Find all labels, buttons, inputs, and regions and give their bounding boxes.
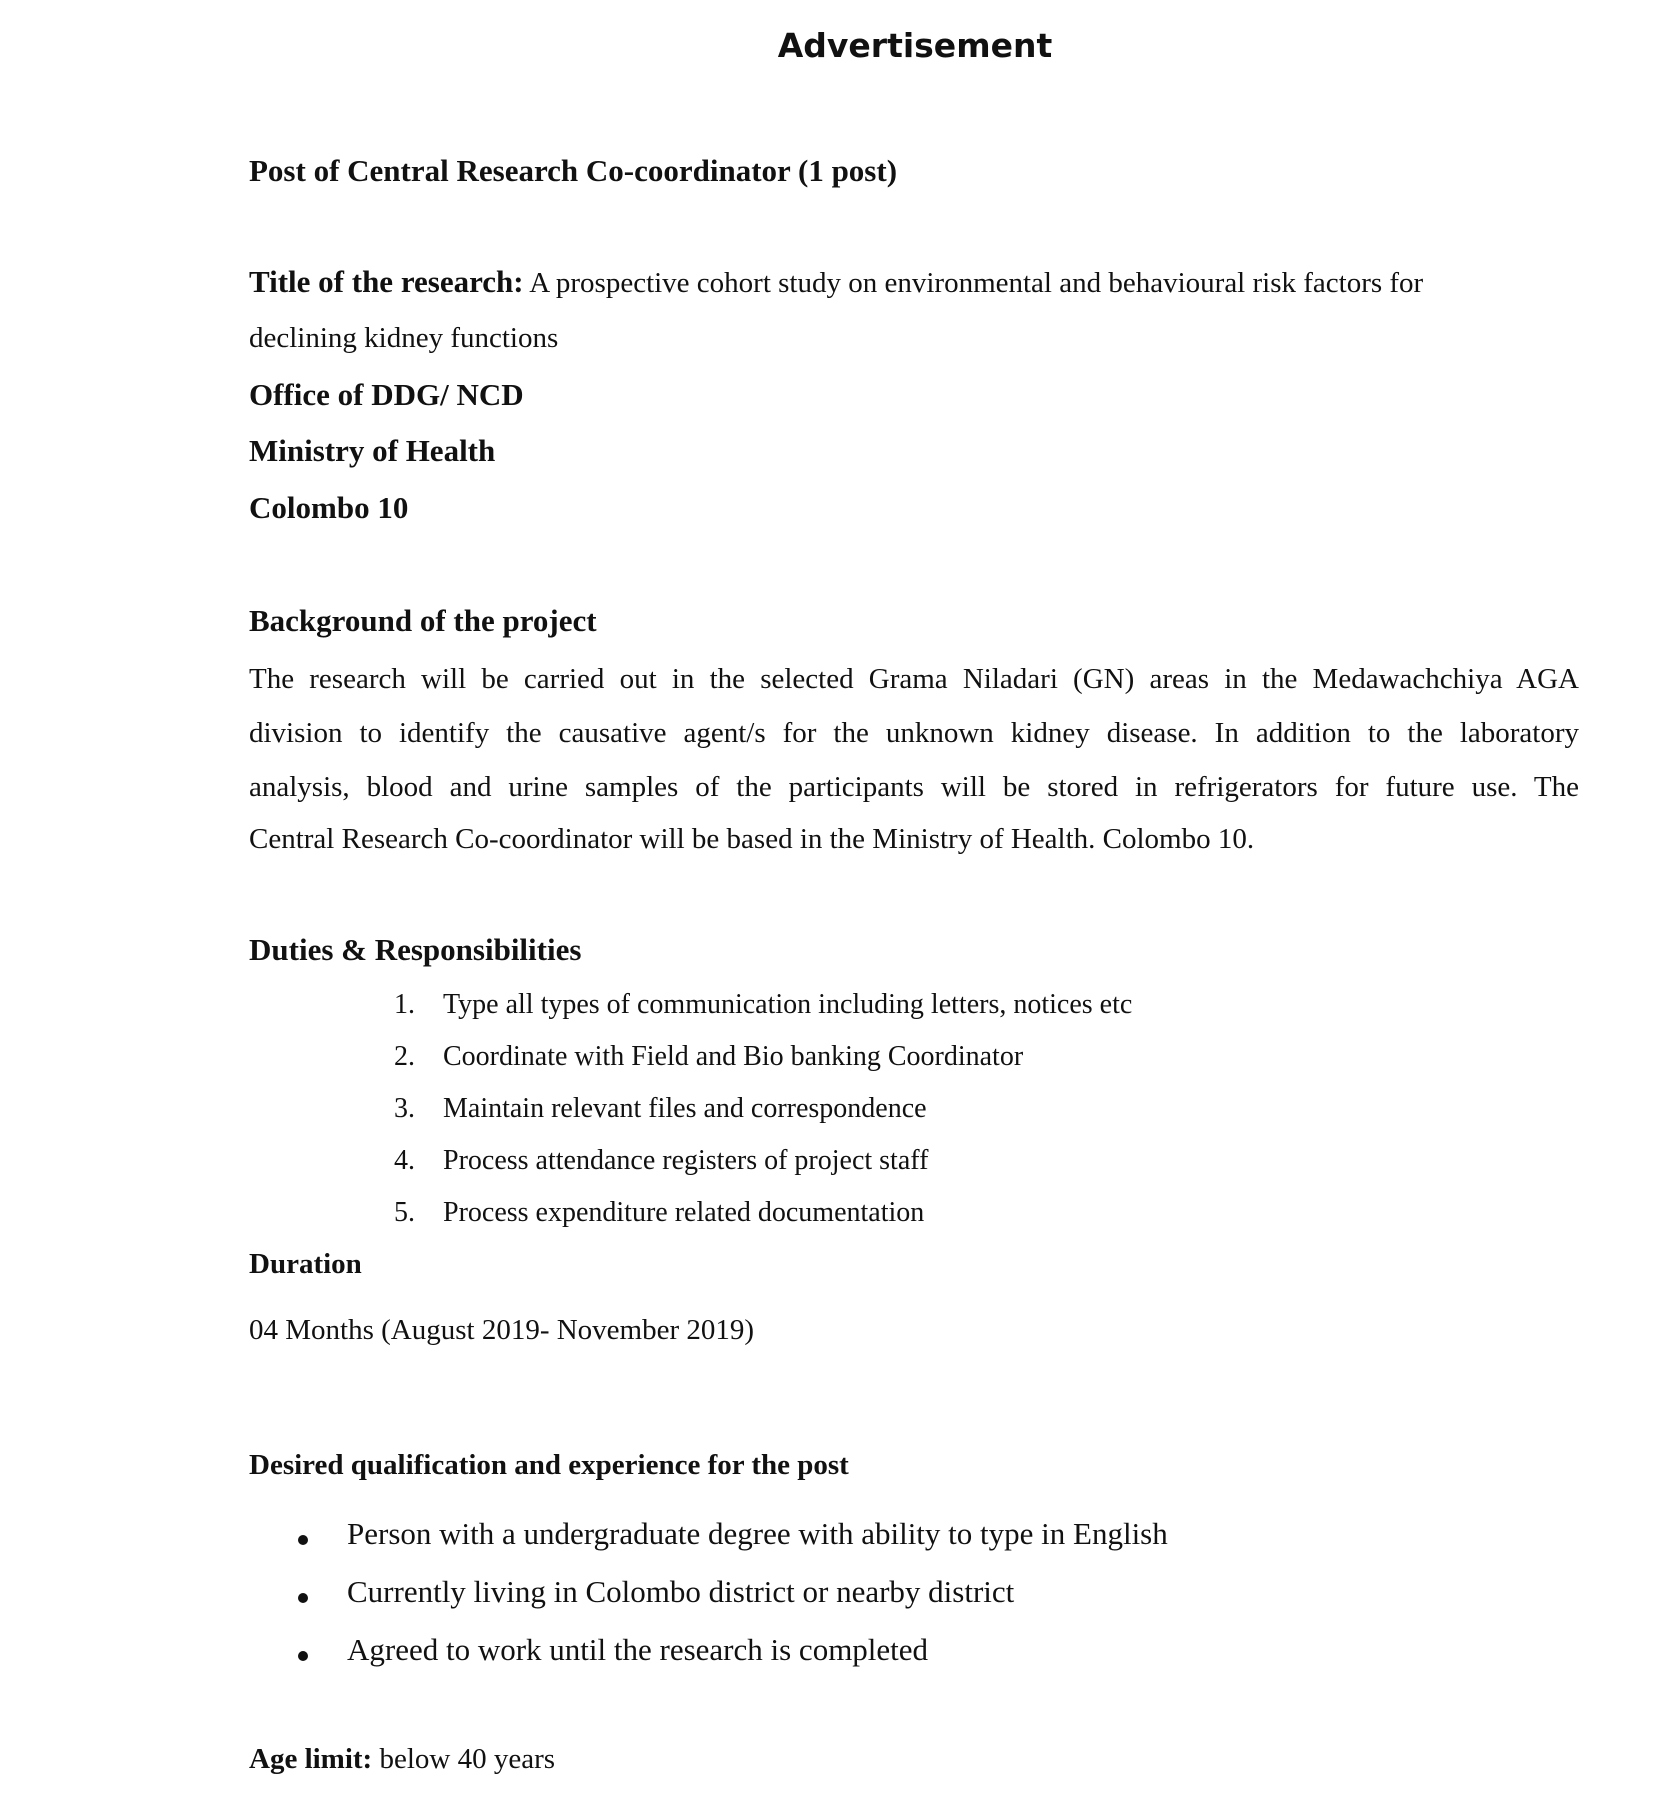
background-line-2: division to identify the causative agent/s for the unknown kidney disease. In addition to the laboratory — [249, 717, 1579, 749]
background-line-4: Central Research Co-coordinator will be based in the Ministry of Health. Colombo 10. — [249, 823, 1255, 855]
age-limit-text: below 40 years — [372, 1743, 556, 1775]
duty-number: 3. — [394, 1093, 415, 1124]
duty-number: 2. — [394, 1041, 415, 1072]
duty-number: 4. — [394, 1145, 415, 1176]
qualification-heading: Desired qualification and experience for the post — [249, 1449, 849, 1481]
research-title-line1 — [249, 264, 1423, 300]
age-limit-label: Age limit: — [249, 1743, 373, 1775]
duration-text: 04 Months (August 2019- November 2019) — [249, 1314, 755, 1346]
ministry-line: Ministry of Health — [249, 433, 496, 468]
qualification-item: Agreed to work until the research is completed — [347, 1632, 929, 1667]
bullet-icon — [298, 1651, 308, 1661]
office-line: Office of DDG/ NCD — [249, 377, 524, 412]
duty-number: 5. — [394, 1197, 415, 1228]
background-line-1: The research will be carried out in the selected Grama Niladari (GN) areas in the Medawachchiya AGA — [249, 663, 1579, 695]
city-line: Colombo 10 — [249, 490, 409, 525]
duty-number: 1. — [394, 989, 415, 1020]
post-title: Post of Central Research Co-coordinator (1 post) — [249, 153, 898, 188]
background-line-3: analysis, blood and urine samples of the participants will be stored in refrigerators for future use. The — [249, 771, 1579, 803]
duty-item: Type all types of communication including letters, notices etc — [443, 989, 1133, 1020]
advertisement-heading: Advertisement — [777, 26, 1053, 65]
duty-item: Process attendance registers of project staff — [443, 1145, 929, 1176]
research-title-text: A prospective cohort study on environmental and behavioural risk factors for — [523, 267, 1424, 299]
qualification-item: Person with a undergraduate degree with ability to type in English — [347, 1516, 1168, 1551]
duties-heading: Duties & Responsibilities — [249, 932, 582, 967]
research-title-line2: declining kidney functions — [249, 322, 559, 354]
bullet-icon — [298, 1535, 308, 1545]
duty-item: Process expenditure related documentation — [443, 1197, 925, 1228]
bullet-icon — [298, 1593, 308, 1603]
research-title-label: Title of the research: — [249, 264, 524, 299]
duration-heading: Duration — [249, 1248, 362, 1280]
duty-item: Maintain relevant files and correspondence — [443, 1093, 927, 1124]
age-limit-line — [249, 1743, 555, 1776]
background-heading: Background of the project — [249, 603, 597, 638]
qualification-item: Currently living in Colombo district or nearby district — [347, 1574, 1015, 1609]
duty-item: Coordinate with Field and Bio banking Coordinator — [443, 1041, 1024, 1072]
